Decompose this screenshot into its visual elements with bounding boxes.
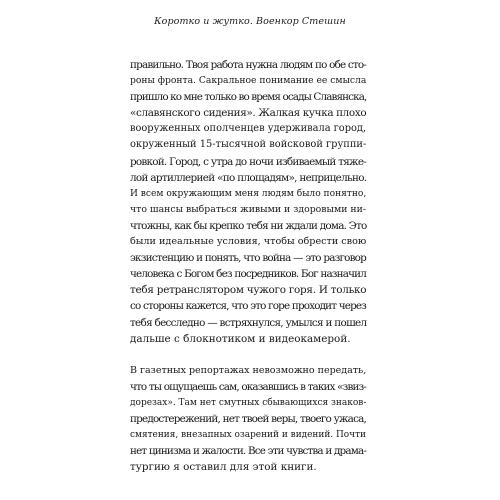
paragraph-2 xyxy=(130,186,366,347)
text-line: «славянского сидения». Жалкая кучка плохо xyxy=(130,107,367,120)
text-line: предостережений, нет твоей веры, твоего ужаса, xyxy=(130,412,366,425)
text-line: нет цинизма и жалости. Все эти чувства и драма- xyxy=(130,445,366,458)
text-line: человека с Богом без посредников. Бог назначил xyxy=(130,268,366,281)
text-line: ровкой. Город, с утра до ночи избиваемый тяже- xyxy=(130,155,366,168)
text-line: со стороны кажется, что это горе проходит через xyxy=(130,300,366,313)
text-line: чтожны, как бы крепко тебя ни ждали дома. Это xyxy=(130,219,367,232)
text-line: окруженный 15-тысячной войсковой группи- xyxy=(130,139,367,151)
text-line: роны фронта. Сакральное понимание ее смысла xyxy=(130,75,367,87)
running-head: Коротко и жутко. Военкор Стешин xyxy=(154,16,346,27)
text-line: что ты ощущаешь сам, оказавшись в таких «звиз- xyxy=(130,380,366,393)
text-line: дорезах». Там нет смутных сбывающихся знаков- xyxy=(130,397,367,408)
paragraph-3 xyxy=(130,363,366,476)
text-line: тебя бесследно — встряхнулся, умылся и пошел xyxy=(130,316,367,329)
body-text xyxy=(130,57,366,475)
text-line: дальше с блокнотиком и видеокамерой. xyxy=(130,332,351,345)
text-line: экзистенцию и понять, что война — это разговор xyxy=(130,252,366,265)
paragraph-gap xyxy=(130,347,366,363)
text-line: вооруженных ополченцев удерживала город, xyxy=(130,123,367,135)
text-line: В газетных репортажах невозможно передать, xyxy=(130,364,367,376)
text-line: смятения, внезапных озарений и видений. Почти xyxy=(130,430,366,441)
text-line: И всем окружающим меня людям было понятно, xyxy=(130,188,367,199)
paragraph-1 xyxy=(130,57,366,186)
text-line: были идеальные условия, чтобы обрести свою xyxy=(130,236,367,248)
text-line: что шансы выбраться живыми и здоровыми ни- xyxy=(130,203,366,215)
text-line: пришло ко мне только во время осады Славянска, xyxy=(130,91,367,104)
text-line: лой артиллерией «по площадям», неприцельно. xyxy=(130,171,367,184)
text-line: тургию я оставил для этой книги. xyxy=(130,461,317,474)
text-line: тебя ретранслятором чужого горя. И только xyxy=(130,284,367,297)
text-line: правильно. Твоя работа нужна людям по обе сто- xyxy=(130,59,366,71)
